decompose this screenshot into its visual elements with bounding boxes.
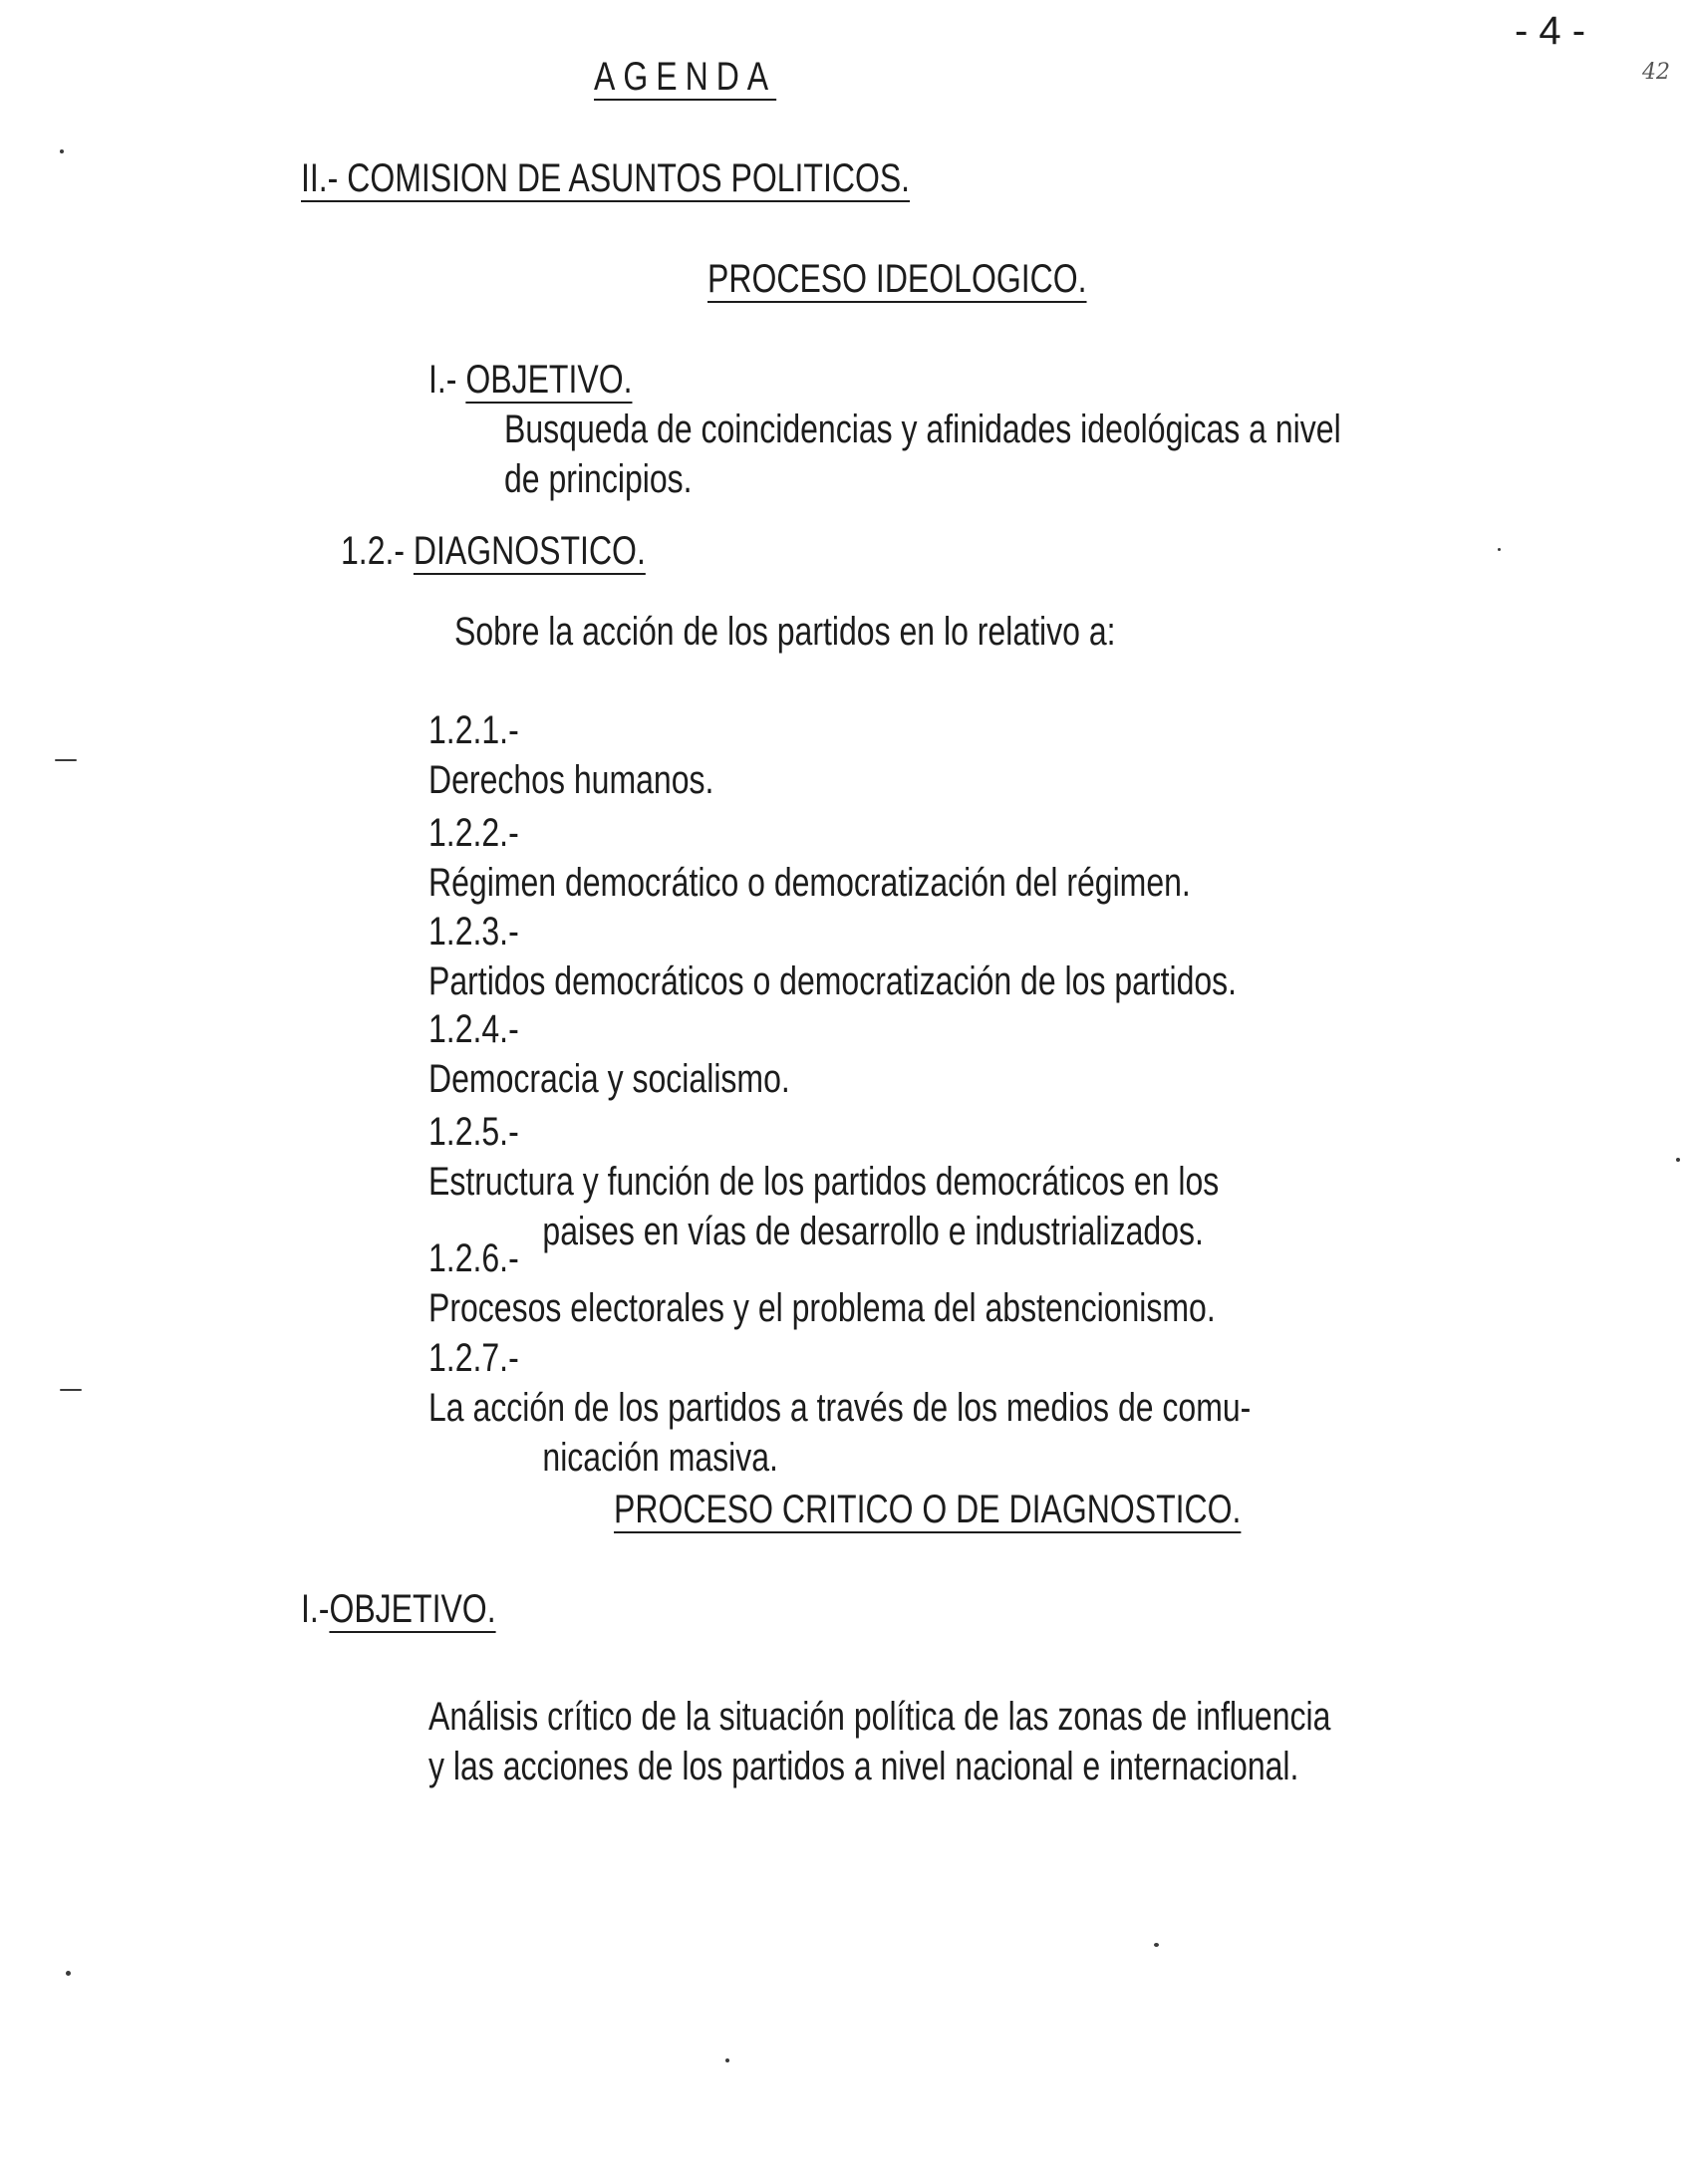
list-item-line: 1.2.7.- La acción de los partidos a través de los medios de comu- [428, 1336, 1252, 1430]
list-item-1-2-2 [428, 808, 1191, 908]
list-item-1-2-7 [428, 1333, 1251, 1483]
scan-speck [1676, 1158, 1680, 1162]
objetivo-text-line: Busqueda de coincidencias y afinidades ideológicas a nivel [504, 408, 1341, 451]
list-item-line: 1.2.1.- Derechos humanos. [428, 708, 714, 802]
list-item-line: 1.2.2.- Régimen democrático o democratización del régimen. [428, 811, 1191, 905]
critico-objetivo-number: I.- [301, 1587, 330, 1631]
agenda-title: AGENDA [594, 55, 777, 99]
scan-speck [1498, 548, 1501, 551]
list-item-line: 1.2.5.- Estructura y función de los partidos democráticos en los [428, 1110, 1220, 1204]
critico-text-line: Análisis crítico de la situación política de las zonas de influencia [428, 1695, 1331, 1739]
scan-speck [60, 1389, 82, 1391]
scan-speck [55, 759, 77, 761]
scan-speck [1154, 1943, 1159, 1947]
proceso-critico-heading: PROCESO CRITICO O DE DIAGNOSTICO. [614, 1488, 1242, 1531]
critico-objetivo-text [428, 1692, 1330, 1791]
list-item-1-2-3 [428, 907, 1237, 1006]
critico-text-line: y las acciones de los partidos a nivel nacional e internacional. [428, 1745, 1299, 1788]
critico-objetivo-label: OBJETIVO. [329, 1587, 496, 1631]
handwritten-page-number: 42 [1642, 60, 1670, 85]
diagnostico-heading [341, 526, 646, 576]
proceso-ideologico-heading: PROCESO IDEOLOGICO. [707, 257, 1087, 301]
list-item-line: 1.2.6.- Procesos electorales y el problema del abstencionismo. [428, 1236, 1216, 1330]
list-item-1-2-4 [428, 1004, 790, 1104]
objetivo-label: OBJETIVO. [465, 358, 633, 402]
critico-objetivo-heading [301, 1584, 496, 1634]
list-item-line: paises en vías de desarrollo e industrializados. [542, 1210, 1204, 1253]
diagnostico-number: 1.2.- [341, 529, 414, 573]
diagnostico-label: DIAGNOSTICO. [413, 529, 646, 573]
objetivo-number: I.- [428, 358, 466, 402]
page-number: - 4 - [1515, 9, 1586, 53]
list-item-line: 1.2.4.- Democracia y socialismo. [428, 1007, 790, 1101]
section-heading: II.- COMISION DE ASUNTOS POLITICOS. [301, 156, 911, 200]
objetivo-heading [428, 355, 632, 405]
list-item-1-2-6 [428, 1233, 1216, 1333]
scan-speck [66, 1971, 71, 1976]
objetivo-text [504, 405, 1341, 504]
objetivo-text-line: de principios. [504, 457, 693, 501]
scan-speck [60, 149, 64, 153]
scan-speck [725, 2058, 729, 2062]
diagnostico-intro: Sobre la acción de los partidos en lo relativo a: [454, 610, 1116, 654]
list-item-line: 1.2.3.- Partidos democráticos o democratización de los partidos. [428, 910, 1238, 1003]
list-item-1-2-1 [428, 705, 713, 805]
list-item-line: nicación masiva. [542, 1436, 778, 1480]
